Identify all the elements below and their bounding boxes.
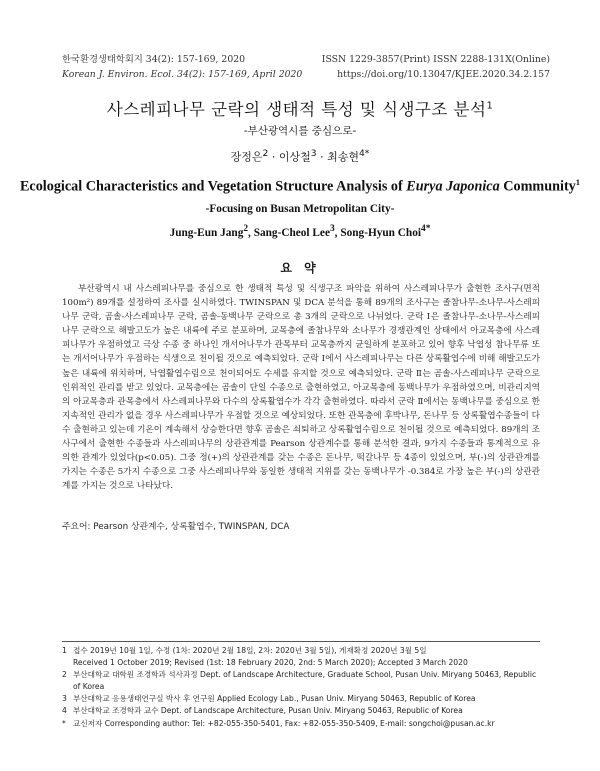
paper-subtitle-en: -Focusing on Busan Metropolitan City-: [205, 203, 395, 215]
author-en-2-sup: 3: [329, 224, 335, 234]
author-separator: ·: [320, 150, 324, 164]
author-ko-3: 최송현: [327, 150, 359, 164]
journal-citation-ko: 한국환경생태학회지 34(2): 157-169, 2020: [62, 54, 246, 65]
author-en-3-sup: 4*: [421, 224, 431, 234]
abstract-body: [62, 282, 540, 493]
footnote-mark: 4: [62, 706, 67, 716]
journal-citation-en: Korean J. Environ. Ecol. 34(2): 157-169, April 2020: [62, 69, 303, 80]
journal-header: [62, 52, 302, 82]
footnote-text: 접수 2019년 10월 1일, 수정 (1차: 2020년 2월 18일, 2차: 2020년 3월 5일), 게재확정 2020년 3월 5일: [73, 646, 427, 655]
doi-link[interactable]: https://doi.org/10.13047/KJEE.2020.34.2.157: [337, 69, 550, 80]
author-en-1-sup: 2: [243, 224, 249, 234]
footnote-text: 교신저자 Corresponding author: Tel: +82-055-350-5401, Fax: +82-055-350-5409, E-mail: songchoi@pusan.ac.kr: [73, 718, 495, 728]
paper-title-en: [0, 177, 600, 196]
footnote: [62, 705, 542, 717]
title-ko-footnote-mark: 1: [486, 100, 494, 112]
author-ko-1-sup: 2: [262, 148, 269, 159]
authors-ko: [0, 148, 600, 165]
footnote-mark: 1: [62, 646, 67, 655]
footnote: [62, 645, 542, 657]
paper-subtitle-ko: -부산광역시를 중심으로-: [243, 125, 357, 137]
footnote-text: 부산대학교 응용생태연구실 박사 후 연구원 Applied Ecology Lab., Pusan Univ. Miryang 50463, Republic of Korea: [73, 694, 476, 704]
footnote-mark: *: [62, 718, 66, 728]
author-ko-3-sup: 4*: [358, 148, 370, 159]
author-en-2: Sang-Cheol Lee: [253, 226, 330, 239]
paper-title-ko: [0, 96, 600, 120]
author-en-1: Jung-Eun Jang: [169, 226, 244, 239]
footnotes: [62, 645, 542, 730]
title-en-species: Eurya Japonica: [406, 178, 500, 195]
author-en-3: Song-Hyun Choi: [340, 226, 422, 239]
title-en-part-b: Community: [499, 178, 576, 195]
authors-en: Jung-Eun Jang$^2$, Sang-Cheol Lee$^3$, Song-Hyun Choi$^{4*}$: [169, 224, 431, 239]
title-ko-text: 사스레피나무 군락의 생태적 특성 및 식생구조 분석: [106, 100, 487, 119]
abstract-heading: 요 약: [280, 261, 320, 275]
footnote: [62, 669, 542, 693]
keywords-value: Pearson 상관계수, 상록활엽수, TWINSPAN, DCA: [93, 522, 290, 532]
keywords-label: 주요어:: [62, 522, 91, 532]
issn-doi-block: [322, 52, 550, 82]
author-ko-2-sup: 3: [310, 148, 317, 159]
footnote: [62, 718, 542, 730]
footnote-text: Received 1 October 2019; Revised (1st: 18 February 2020, 2nd: 5 March 2020); Accepted 3 March 2020: [73, 658, 468, 668]
author-separator: ·: [271, 150, 276, 164]
footnote: [62, 693, 542, 705]
title-en-footnote-mark: 1: [575, 177, 581, 187]
footnote-divider: [62, 641, 540, 642]
footnote: [62, 657, 542, 669]
author-ko-1: 장정은: [230, 150, 263, 164]
keywords-line: [62, 519, 289, 532]
title-en-part-a: Ecological Characteristics and Vegetation Structure Analysis of: [19, 178, 407, 195]
footnote-mark: 3: [62, 694, 67, 704]
footnote-text: 부산대학교 대학원 조경학과 석사과정 Dept. of Landscape Architecture, Graduate School, Pusan Univ. Miryang 50463, Republic of Korea: [73, 670, 537, 692]
abstract-paragraph: 부산광역시 내 사스레피나무를 중심으로 한 생태적 특성 및 식생구조 파악을 위하여 사스레피나무가 출현한 조사구(면적 100m²) 89개를 설정하여 조사를 실시하였다. TWINSPAN 및 DCA 분석을 통해 89개의 조사구는 졸참나무-소나무-사스레피나무 군락, 곰솔-사스레피나무 군락, 곰솔-동백나무 군락으로 총 3개의 군락으로 나뉘었다. 군락 Ⅰ은 졸참나무-소나무-사스레피나무 군락으로 해발고도가 높은 내륙에 주로 분포하며, 교목층에 졸참나무와 소나무가 경쟁관계인 상태에서 아교목층에 사스레피나무가 우점하였고 극상 수종 중 하나인 개서어나무가 관목부터 교목층까지 균일하게 분포하고 있어 향후 낙엽성 참나무류 또는 개서어나무가 우점하는 식생으로 천이될 것으로 예측되었다. 군락 Ⅰ에서 사스레피나무는 다른 상록활엽수에 비해 해발고도가 높은 내륙에 위치하며, 낙엽활엽수림으로 천이되어도 수세를 유지할 것으로 예측되었다. 군락 Ⅱ는 곰솔-사스레피나무 군락으로 인위적인 관리를 받고 있었다. 교목층에는 곰솔이 단일 수종으로 출현하였고, 아교목층에 동백나무가 우점하였으며, 비관리지역의 아교목층과 관목층에서 사스레피나무와 다수의 상록활엽수가 각각 출현하였다. 따라서 군락 Ⅱ에서는 동백나무를 중심으로 한 지속적인 관리가 없을 경우 사스레피나무가 우점할 것으로 예상되었다. 또한 관목층에 후박나무, 돈나무 등 상록활엽수종들이 다수 출현하고 있는데 기온이 계속해서 상승한다면 향후 곰솔은 쇠퇴하고 상록활엽수림으로 천이될 것으로 예측되었다. 89개의 조사구에서 출현한 수종들과 사스레피나무의 상관관계를 Pearson 상관계수를 통해 분석한 결과, 9가지 수종들과 통계적으로 유의한 관계가 있었다(p<0.05). 그중 정(+)의 상관관계를 갖는 수종은 돈나무, 떡갈나무 등 4종이 있었으며, 부(-)의 상관관계를 가지는 수종은 5가지 수종으로 그중 사스레피나무와 동일한 생태적 지위를 갖는 동백나무가 -0.384로 가장 높은 부(-)의 상관관계를 가지는 것으로 나타났다.: [62, 284, 540, 492]
footnote-mark: 2: [62, 670, 67, 680]
issn-text: ISSN 1229-3857(Print) ISSN 2288-131X(Online): [321, 54, 550, 65]
author-ko-2: 이상철: [278, 150, 311, 164]
footnote-mark: [62, 657, 73, 669]
footnote-text: 부산대학교 조경학과 교수 Dept. of Landscape Architecture, Pusan Univ. Miryang 50463, Republic of Korea: [73, 706, 463, 716]
